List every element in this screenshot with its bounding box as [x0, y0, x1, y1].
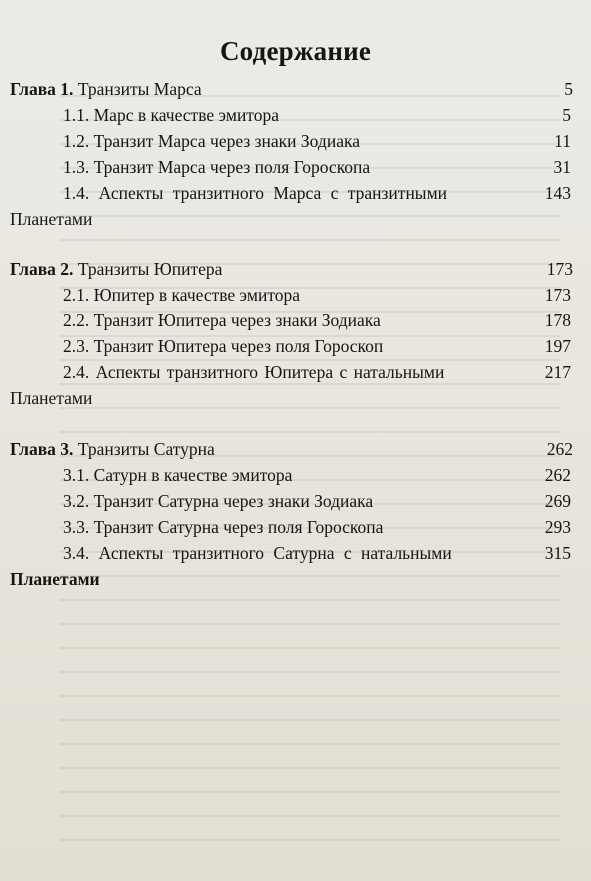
item-text: Транзит Марса через знаки Зодиака [93, 131, 360, 151]
item-text: Аспекты транзитного Юпитера с натальными [95, 362, 445, 382]
chapter-name: Транзиты Сатурна [77, 439, 215, 459]
toc-item-2-3 [10, 333, 571, 359]
item-number: 1.4. [63, 183, 90, 203]
item-number: 1.1. [63, 105, 90, 125]
item-page: 197 [544, 336, 571, 356]
item-number: 1.3. [63, 157, 90, 177]
item-page: 31 [553, 157, 571, 177]
item-text: Аспекты транзитного Марса с транзитными [98, 183, 448, 203]
chapter-name: Транзиты Юпитера [77, 259, 223, 279]
item-page: 217 [544, 362, 571, 382]
item-page: 269 [544, 491, 571, 511]
item-text: Транзит Юпитера через знаки Зодиака [93, 310, 381, 330]
item-number: 1.2. [63, 131, 90, 151]
chapter-1-row [10, 76, 573, 102]
toc-item-2-2 [10, 307, 571, 333]
item-page: 262 [544, 465, 571, 485]
item-page: 5 [562, 105, 571, 125]
item-page: 143 [544, 183, 571, 203]
chapter-label: Глава 3. [10, 439, 74, 459]
item-page: 173 [544, 285, 571, 305]
item-page: 178 [544, 310, 571, 330]
item-page: 11 [554, 131, 571, 151]
item-number: 2.4. [63, 362, 90, 382]
toc-item-1-3 [10, 154, 571, 180]
item-text: Транзит Марса через поля Гороскопа [93, 157, 371, 177]
chapter-page: 262 [546, 439, 573, 459]
item-text: Марс в качестве эмитора [93, 105, 279, 125]
toc-item-3-1 [10, 462, 571, 488]
toc-item-continuation: Планетами [10, 569, 100, 589]
item-text: Транзит Юпитера через поля Гороскоп [93, 336, 384, 356]
page-title: Содержание [219, 36, 372, 66]
item-text: Аспекты транзитного Сатурна с натальными [98, 543, 452, 563]
toc-item-3-2 [10, 488, 571, 514]
toc-item-1-4 [10, 180, 571, 206]
chapter-label: Глава 2. [10, 259, 74, 279]
chapter-label: Глава 1. [10, 79, 74, 99]
item-number: 3.3. [63, 517, 90, 537]
item-page: 293 [544, 517, 571, 537]
toc-item-1-1 [10, 102, 571, 128]
item-number: 3.4. [63, 543, 90, 563]
item-text: Юпитер в качестве эмитора [93, 285, 301, 305]
toc-item-continuation: Планетами [10, 388, 93, 408]
chapter-3-row [10, 436, 573, 462]
toc-item-continuation: Планетами [10, 209, 93, 229]
item-number: 3.1. [63, 465, 90, 485]
item-number: 3.2. [63, 491, 90, 511]
toc-item-2-1 [10, 282, 571, 308]
item-number: 2.1. [63, 285, 90, 305]
toc-item-3-3 [10, 514, 571, 540]
item-number: 2.3. [63, 336, 90, 356]
item-text: Транзит Сатурна через знаки Зодиака [93, 491, 374, 511]
chapter-page: 173 [546, 259, 573, 279]
item-text: Сатурн в качестве эмитора [93, 465, 293, 485]
toc-item-2-4 [10, 359, 571, 385]
item-page: 315 [544, 543, 571, 563]
chapter-name: Транзиты Марса [77, 79, 202, 99]
toc-item-1-2 [10, 128, 571, 154]
chapter-2-row [10, 256, 573, 282]
toc-item-3-4 [10, 540, 571, 566]
chapter-page: 5 [564, 79, 573, 99]
item-number: 2.2. [63, 310, 90, 330]
item-text: Транзит Сатурна через поля Гороскопа [93, 517, 384, 537]
